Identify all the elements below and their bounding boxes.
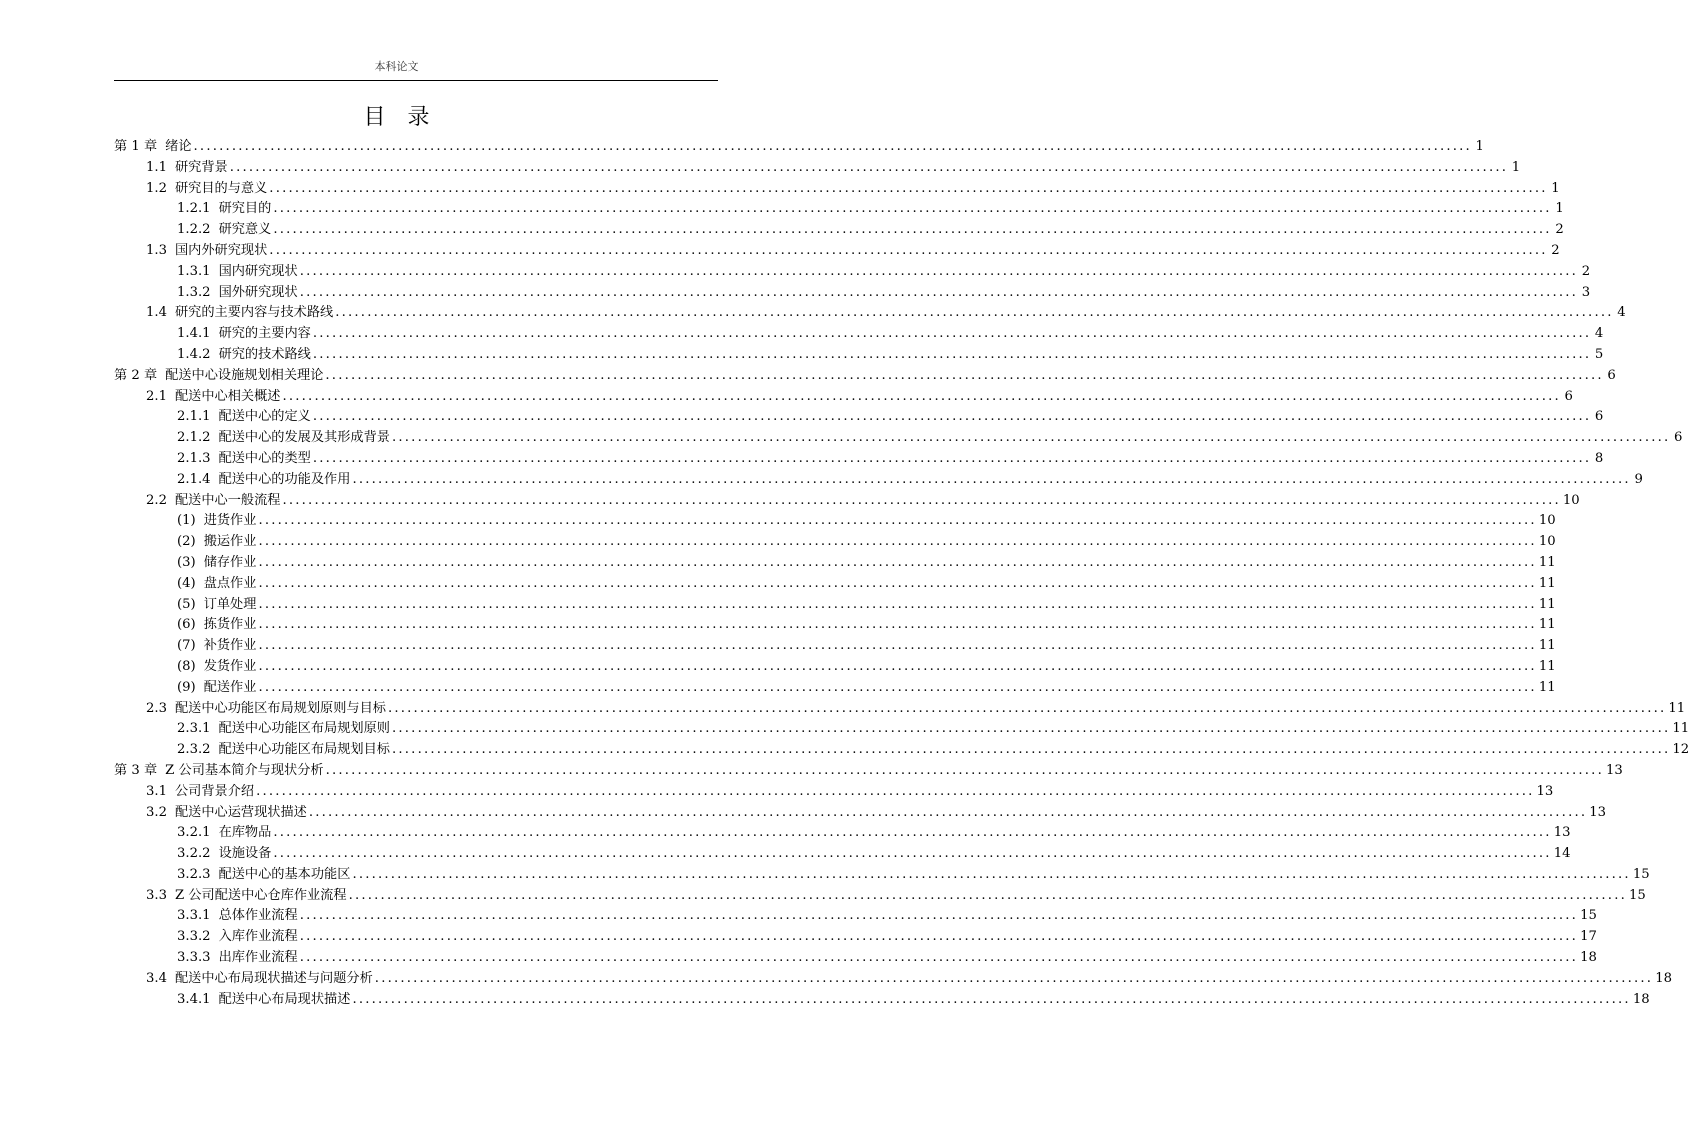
toc-entry[interactable] — [114, 699, 1686, 720]
toc-entry-title: 储存作业 — [203, 554, 257, 570]
toc-entry-number: (1) — [177, 513, 196, 529]
toc-entry-number: 1.2.2 — [177, 222, 211, 238]
toc-entry-title: 公司背景介绍 — [174, 783, 255, 799]
toc-entry[interactable] — [114, 220, 1564, 241]
toc-entry-title: 进货作业 — [203, 513, 257, 529]
toc-entry-title: 配送中心设施规划相关理论 — [165, 367, 324, 383]
toc-leader-dots: ........................................................................................................................................................................................................ — [299, 284, 1579, 300]
toc-entry-number: 1.4 — [146, 305, 167, 321]
toc-entry[interactable] — [114, 199, 1564, 220]
toc-leader-dots: ........................................................................................................................................................................................................ — [325, 367, 1604, 383]
toc-entry-title: 发货作业 — [203, 658, 257, 674]
toc-leader-dots: ........................................................................................................................................................................................................ — [392, 430, 1671, 446]
toc-entry-number: (6) — [177, 617, 196, 633]
toc-entry-number: (5) — [177, 596, 196, 612]
toc-leader-dots: ........................................................................................................................................................................................................ — [392, 742, 1671, 758]
toc-leader-dots: ........................................................................................................................................................................................................ — [258, 554, 1537, 570]
toc-entry-page: 11 — [1538, 596, 1556, 612]
toc-entry-page: 18 — [1632, 991, 1650, 1007]
toc-entry-number: 第 3 章 — [114, 762, 158, 778]
toc-leader-dots: ........................................................................................................................................................................................................ — [258, 658, 1537, 674]
toc-entry[interactable] — [114, 407, 1604, 428]
toc-leader-dots: ........................................................................................................................................................................................................ — [269, 180, 1548, 196]
toc-leader-dots: ........................................................................................................................................................................................................ — [229, 159, 1509, 175]
toc-entry-title: 订单处理 — [203, 596, 257, 612]
toc-entry-title: 配送中心功能区布局规划目标 — [218, 742, 390, 758]
toc-entry[interactable] — [114, 823, 1571, 844]
toc-entry-page: 6 — [1594, 409, 1604, 425]
toc-leader-dots: ........................................................................................................................................................................................................ — [312, 450, 1592, 466]
toc-entry-title: 配送中心相关概述 — [174, 388, 281, 404]
toc-entry-number: (8) — [177, 658, 196, 674]
toc-entry-number: 3.2.2 — [177, 846, 211, 862]
toc-entry-page: 6 — [1564, 388, 1573, 404]
toc-leader-dots: ........................................................................................................................................................................................................ — [258, 513, 1537, 529]
toc-entry-number: 3.2 — [146, 804, 167, 820]
toc-leader-dots: ........................................................................................................................................................................................................ — [258, 596, 1537, 612]
toc-leader-dots: ........................................................................................................................................................................................................ — [312, 409, 1592, 425]
toc-entry[interactable] — [114, 366, 1616, 387]
toc-entry-title: 配送中心布局现状描述 — [218, 991, 351, 1007]
toc-entry-page: 18 — [1655, 970, 1672, 986]
toc-entry-number: 3.2.1 — [177, 825, 211, 841]
toc-entry[interactable] — [114, 969, 1672, 990]
toc-entry-number: 2.1.4 — [177, 471, 211, 487]
toc-entry-number: 1.2.1 — [177, 201, 211, 217]
toc-entry-title: 研究的主要内容与技术路线 — [174, 305, 334, 321]
toc-entry-number: 1.3 — [146, 242, 167, 258]
toc-entry-page: 11 — [1538, 638, 1556, 654]
toc-leader-dots: ........................................................................................................................................................................................................ — [299, 950, 1579, 966]
toc-entry[interactable] — [114, 387, 1573, 408]
toc-entry[interactable] — [114, 428, 1683, 449]
toc-entry[interactable] — [114, 657, 1556, 678]
toc-entry-page: 2 — [1581, 263, 1591, 279]
toc-entry-page: 1 — [1555, 201, 1564, 217]
toc-entry-title: 设施设备 — [218, 846, 272, 862]
toc-entry-page: 15 — [1580, 908, 1597, 924]
toc-entry[interactable] — [114, 179, 1560, 200]
toc-leader-dots: ........................................................................................................................................................................................................ — [273, 201, 1552, 217]
toc-entry[interactable] — [114, 927, 1597, 948]
toc-entry-page: 18 — [1580, 950, 1597, 966]
toc-entry-page: 4 — [1617, 305, 1626, 321]
toc-entry-number: 3.3 — [146, 887, 167, 903]
toc-entry-number: 2.3.2 — [177, 742, 211, 758]
toc-entry[interactable] — [114, 574, 1556, 595]
toc-entry-title: 配送中心的功能及作用 — [218, 471, 351, 487]
toc-entry[interactable] — [114, 553, 1556, 574]
toc-entry-number: 3.4 — [146, 970, 167, 986]
toc-leader-dots: ........................................................................................................................................................................................................ — [258, 679, 1537, 695]
toc-entry-title: 盘点作业 — [203, 575, 257, 591]
toc-entry-title: 国内外研究现状 — [174, 242, 268, 258]
toc-entry-number: 1.3.2 — [177, 284, 211, 300]
toc-entry-page: 11 — [1538, 575, 1556, 591]
toc-entry-page: 5 — [1594, 346, 1604, 362]
toc-title: 目录 — [363, 105, 452, 130]
toc-entry[interactable] — [114, 719, 1689, 740]
toc-leader-dots: ........................................................................................................................................................................................................ — [308, 804, 1588, 820]
toc-entry[interactable] — [114, 886, 1646, 907]
toc-leader-dots: ........................................................................................................................................................................................................ — [258, 575, 1537, 591]
toc-leader-dots: ........................................................................................................................................................................................................ — [299, 908, 1579, 924]
toc-entry[interactable] — [114, 449, 1604, 470]
toc-entry-page: 13 — [1605, 762, 1623, 778]
toc-entry-page: 15 — [1628, 887, 1646, 903]
toc-entry-page: 10 — [1562, 492, 1580, 508]
toc-entry[interactable] — [114, 324, 1604, 345]
toc-entry-number: 2.2 — [146, 492, 167, 508]
toc-entry[interactable] — [114, 303, 1626, 324]
toc-entry-page: 13 — [1553, 825, 1571, 841]
toc-entry-number: (7) — [177, 638, 196, 654]
toc-leader-dots: ........................................................................................................................................................................................................ — [193, 139, 1472, 154]
toc-entry-page: 2 — [1551, 242, 1560, 258]
toc-entry-number: 2.1.3 — [177, 450, 211, 466]
toc-entry[interactable] — [114, 241, 1560, 262]
toc-entry-number: 2.3 — [146, 700, 167, 716]
toc-entry-page: 1 — [1551, 180, 1560, 196]
toc-entry-page: 10 — [1538, 513, 1556, 529]
toc-entry-title: 配送中心功能区布局规划原则与目标 — [174, 700, 386, 716]
toc-entry-number: 1.1 — [146, 159, 167, 175]
toc-entry-title: 配送中心的发展及其形成背景 — [218, 430, 390, 446]
toc-entry-number: 第 2 章 — [114, 367, 158, 383]
toc-leader-dots: ........................................................................................................................................................................................................ — [258, 617, 1537, 633]
toc-entry-number: 1.3.1 — [177, 263, 211, 279]
toc-entry[interactable] — [114, 595, 1556, 616]
toc-entry-number: 3.4.1 — [177, 991, 211, 1007]
toc-entry-number: (2) — [177, 534, 196, 550]
toc-leader-dots: ........................................................................................................................................................................................................ — [387, 700, 1667, 716]
toc-entry-title: 国外研究现状 — [218, 284, 298, 300]
toc-entry[interactable] — [114, 636, 1556, 657]
toc-entry-page: 1 — [1511, 159, 1521, 175]
toc-entry-page: 11 — [1538, 554, 1556, 570]
toc-entry-title: 补货作业 — [203, 638, 257, 654]
toc-entry-title: 搬运作业 — [203, 534, 257, 550]
toc-leader-dots: ........................................................................................................................................................................................................ — [282, 492, 1561, 508]
toc-leader-dots: ........................................................................................................................................................................................................ — [258, 638, 1537, 654]
toc-entry-title: 配送中心运营现状描述 — [174, 804, 307, 820]
toc-leader-dots: ........................................................................................................................................................................................................ — [392, 721, 1671, 737]
toc-leader-dots: ........................................................................................................................................................................................................ — [273, 222, 1552, 238]
toc-entry-title: 研究背景 — [174, 159, 228, 175]
toc-entry-page: 3 — [1581, 284, 1591, 300]
toc-entry-title: Z 公司基本简介与现状分析 — [165, 762, 324, 778]
toc-entry[interactable] — [114, 990, 1650, 1011]
toc-entry-title: 拣货作业 — [203, 617, 257, 633]
toc-entry[interactable] — [114, 283, 1591, 304]
toc-entry-page: 8 — [1594, 450, 1604, 466]
toc-entry[interactable] — [114, 678, 1556, 699]
toc-entry-title: 总体作业流程 — [218, 908, 298, 924]
toc-entry[interactable] — [114, 615, 1556, 636]
header-rule — [114, 80, 718, 81]
toc-entry-title: 研究目的 — [218, 201, 272, 217]
toc-leader-dots: ........................................................................................................................................................................................................ — [335, 305, 1614, 321]
toc-entry-number: 2.1 — [146, 388, 167, 404]
toc-entry-title: 配送中心的定义 — [218, 409, 311, 425]
toc-leader-dots: ........................................................................................................................................................................................................ — [312, 326, 1592, 342]
toc-entry[interactable] — [114, 491, 1580, 512]
toc-entry[interactable] — [114, 158, 1521, 179]
toc-entry[interactable] — [114, 511, 1556, 532]
toc-entry-title: 配送中心布局现状描述与问题分析 — [174, 970, 373, 986]
toc-entry-title: 研究的技术路线 — [218, 346, 311, 362]
toc-entry-title: 配送中心功能区布局规划原则 — [218, 721, 390, 737]
toc-entry-page: 14 — [1553, 846, 1571, 862]
toc-entry-page: 6 — [1607, 367, 1616, 383]
toc-leader-dots: ........................................................................................................................................................................................................ — [312, 346, 1592, 362]
toc-entry-number: (4) — [177, 575, 196, 591]
toc-entry[interactable] — [114, 948, 1597, 969]
toc-entry-title: 研究的主要内容 — [218, 326, 311, 342]
toc-entry-title: 配送中心的类型 — [218, 450, 311, 466]
toc-entry[interactable] — [114, 782, 1554, 803]
toc-entry-page: 11 — [1668, 700, 1686, 716]
toc-entry-title: 绪论 — [165, 139, 192, 154]
toc-entry-page: 13 — [1536, 783, 1554, 799]
toc-entry-number: 3.2.3 — [177, 866, 211, 882]
toc-entry-page: 11 — [1538, 617, 1556, 633]
toc-entry-page: 4 — [1594, 326, 1604, 342]
toc-entry-number: 3.1 — [146, 783, 167, 799]
toc-leader-dots: ........................................................................................................................................................................................................ — [348, 887, 1627, 903]
toc-entry-title: Z 公司配送中心仓库作业流程 — [174, 887, 347, 903]
toc-leader-dots: ........................................................................................................................................................................................................ — [374, 970, 1654, 986]
toc-leader-dots: ........................................................................................................................................................................................................ — [282, 388, 1561, 404]
toc-entry-page: 15 — [1632, 866, 1650, 882]
toc-leader-dots: ........................................................................................................................................................................................................ — [273, 825, 1552, 841]
toc-entry[interactable] — [114, 345, 1604, 366]
toc-entry-title: 国内研究现状 — [218, 263, 298, 279]
toc-entry[interactable] — [114, 865, 1650, 886]
toc-entry-title: 研究目的与意义 — [174, 180, 268, 196]
toc-leader-dots: ........................................................................................................................................................................................................ — [352, 866, 1631, 882]
toc-leader-dots: ........................................................................................................................................................................................................ — [299, 929, 1579, 945]
toc-entry-title: 研究意义 — [218, 222, 272, 238]
toc-leader-dots: ........................................................................................................................................................................................................ — [258, 534, 1537, 550]
toc-entry-number: 第 1 章 — [114, 139, 158, 154]
toc-entry-page: 11 — [1672, 721, 1689, 737]
toc-leader-dots: ........................................................................................................................................................................................................ — [352, 991, 1631, 1007]
toc-leader-dots: ........................................................................................................................................................................................................ — [325, 762, 1604, 778]
toc-entry-number: 1.2 — [146, 180, 167, 196]
toc-entry-title: 配送中心一般流程 — [174, 492, 281, 508]
toc-leader-dots: ........................................................................................................................................................................................................ — [269, 242, 1548, 258]
toc-entry-page: 11 — [1538, 679, 1556, 695]
toc-entry-number: 1.4.1 — [177, 326, 211, 342]
toc-entry[interactable] — [114, 470, 1643, 491]
toc-entry-title: 配送作业 — [203, 679, 257, 695]
toc-entry[interactable] — [114, 137, 1484, 158]
toc-entry-title: 配送中心的基本功能区 — [218, 866, 351, 882]
toc-entry[interactable] — [114, 906, 1597, 927]
toc-entry-page: 10 — [1538, 534, 1556, 550]
toc-entry-number: 3.3.3 — [177, 950, 211, 966]
toc-entry-number: (9) — [177, 679, 196, 695]
toc-entry-number: 2.1.1 — [177, 409, 211, 425]
toc-entry-number: 3.3.2 — [177, 929, 211, 945]
toc-entry[interactable] — [114, 262, 1591, 283]
toc-entry[interactable] — [114, 532, 1556, 553]
toc-entry-title: 在库物品 — [218, 825, 272, 841]
toc-entry[interactable] — [114, 761, 1623, 782]
toc-entry-number: 3.3.1 — [177, 908, 211, 924]
toc-entry-title: 出库作业流程 — [218, 950, 298, 966]
toc-entry-page: 1 — [1475, 139, 1484, 154]
toc-entry[interactable] — [114, 803, 1607, 824]
toc-entry-page: 12 — [1672, 742, 1689, 758]
toc-entry[interactable] — [114, 844, 1571, 865]
toc-leader-dots: ........................................................................................................................................................................................................ — [256, 783, 1535, 799]
toc-leader-dots: ........................................................................................................................................................................................................ — [299, 263, 1579, 279]
toc-leader-dots: ........................................................................................................................................................................................................ — [352, 471, 1631, 487]
toc-entry-number: 1.4.2 — [177, 346, 211, 362]
table-of-contents — [114, 137, 1689, 1010]
toc-entry-number: 2.1.2 — [177, 430, 211, 446]
toc-leader-dots: ........................................................................................................................................................................................................ — [273, 846, 1552, 862]
toc-entry-page: 6 — [1674, 430, 1683, 446]
toc-entry[interactable] — [114, 740, 1689, 761]
toc-entry-title: 入库作业流程 — [218, 929, 298, 945]
toc-entry-page: 17 — [1580, 929, 1597, 945]
page-header: 本科论文 — [374, 60, 419, 73]
toc-entry-page: 2 — [1555, 222, 1564, 238]
toc-entry-number: (3) — [177, 554, 196, 570]
toc-entry-page: 11 — [1538, 658, 1556, 674]
toc-entry-page: 13 — [1589, 804, 1607, 820]
toc-entry-page: 9 — [1634, 471, 1643, 487]
toc-entry-number: 2.3.1 — [177, 721, 211, 737]
